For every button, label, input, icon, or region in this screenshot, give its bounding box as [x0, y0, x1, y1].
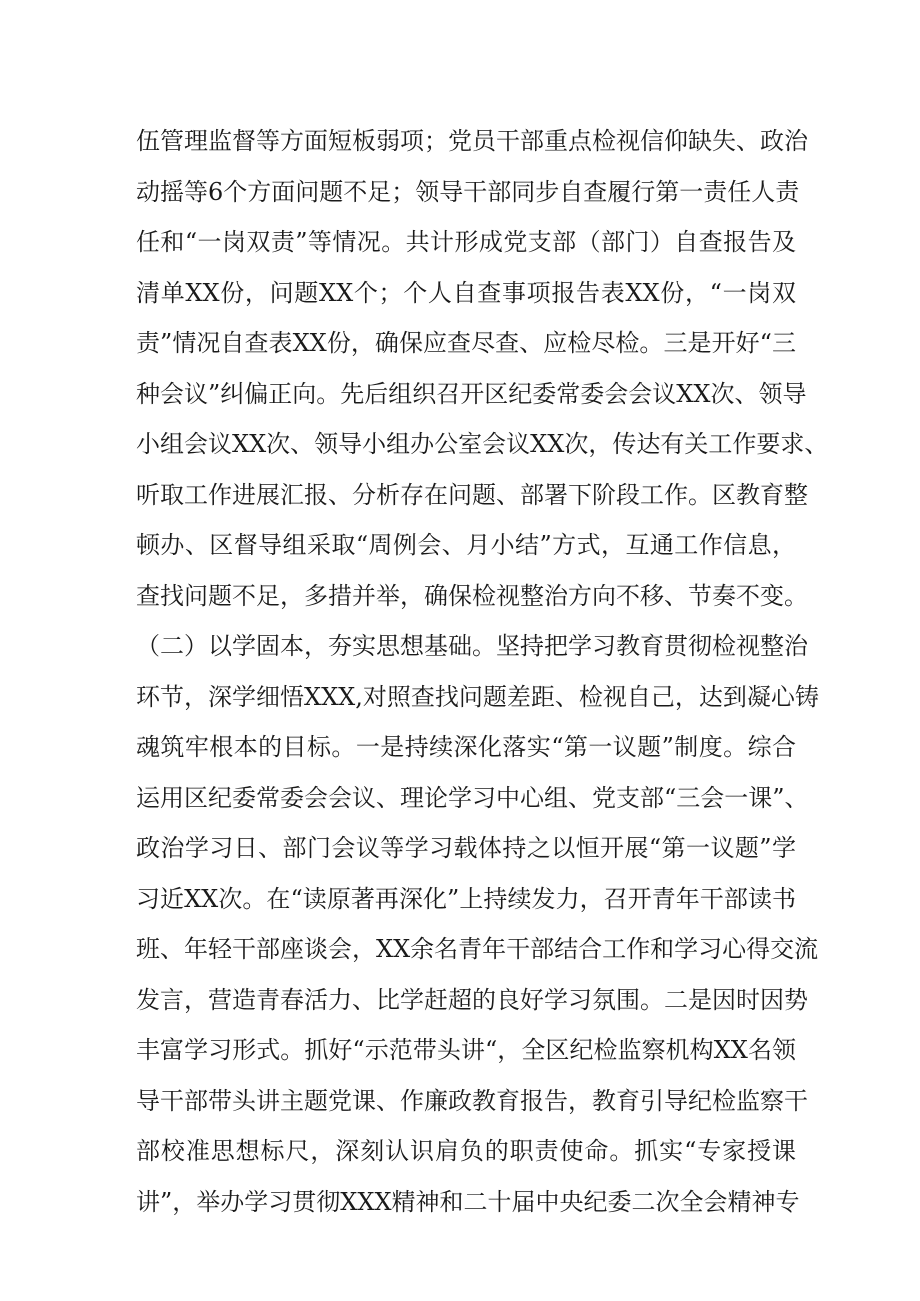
- text-line: 讲”，举办学习贯彻XXX精神和二十届中央纪委二次全会精神专: [136, 1187, 800, 1216]
- text-line: 发言，营造青春活力、比学赶超的良好学习氛围。二是因时因势: [136, 985, 808, 1014]
- text-line: 伍管理监督等方面短板弱项；党员干部重点检视信仰缺失、政治: [136, 127, 808, 155]
- text-line: 种会议”纠偏正向。先后组织召开区纪委常委会会议XX次、领导: [136, 379, 807, 408]
- text-line: 环节，深学细悟XXX,对照查找问题差距、检视自己，达到凝心铸: [136, 682, 819, 711]
- text-line: 部校准思想标尺，深刻认识肩负的职责使命。抓实“专家授课: [136, 1137, 796, 1165]
- text-line: 政治学习日、部门会议等学习载体持之以恒开展“第一议题”学: [136, 834, 796, 862]
- text-line: 小组会议XX次、领导小组办公室会议XX次，传达有关工作要求、: [136, 430, 829, 458]
- section-heading-line: （二）以学固本，夯实思想基础。坚持把学习教育贯彻检视整治: [136, 632, 808, 660]
- text-line: 导干部带头讲主题党课、作廉政教育报告，教育引导纪检监察干: [136, 1086, 808, 1115]
- text-line: 动摇等6个方面问题不足；领导干部同步自查履行第一责任人责: [136, 177, 800, 206]
- text-line: 查找问题不足，多措并举，确保检视整治方向不移、节奏不变。: [136, 581, 808, 610]
- text-line: 顿办、区督导组采取“周例会、月小结”方式，互通工作信息，: [136, 531, 796, 559]
- text-line: 魂筑牢根本的目标。一是持续深化落实“第一议题”制度。综合: [136, 733, 796, 761]
- text-line: 丰富学习形式。抓好“示范带头讲“，全区纪检监察机构XX名领: [136, 1036, 796, 1064]
- text-line: 运用区纪委常委会会议、理论学习中心组、党支部“三会一课”、: [136, 783, 809, 812]
- text-line: 责”情况自查表XX份，确保应查尽查、应检尽检。三是开好“三: [136, 329, 796, 357]
- text-line: 习近XX次。在“读原著再深化”上持续发力，召开青年干部读书: [136, 884, 796, 913]
- text-line: 听取工作进展汇报、分析存在问题、部署下阶段工作。区教育整: [136, 480, 808, 509]
- document-body: [136, 116, 829, 1227]
- text-line: 班、年轻干部座谈会，XX余名青年干部结合工作和学习心得交流: [136, 935, 819, 963]
- text-line: 清单XX份，问题XX个；个人自查事项报告表XX份，“一岗双: [136, 278, 796, 307]
- text-line: 任和“一岗双责”等情况。共计形成党支部（部门）自查报告及: [136, 228, 796, 256]
